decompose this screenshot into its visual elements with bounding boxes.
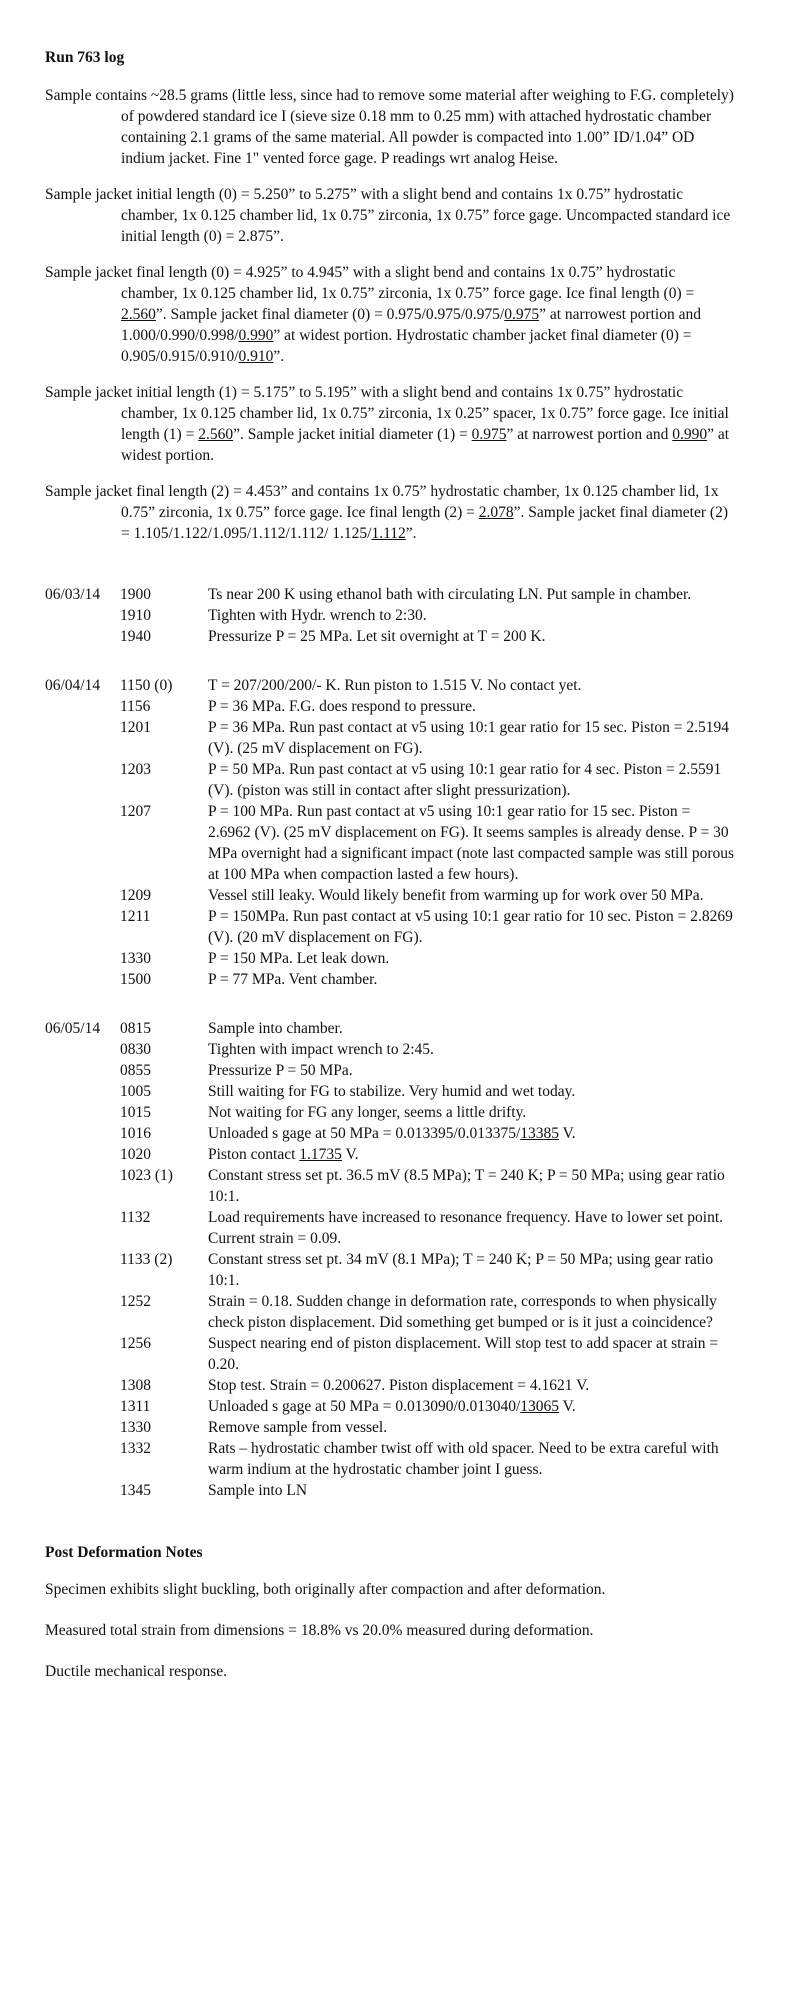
log-entry bbox=[45, 1144, 735, 1165]
log-date bbox=[45, 605, 120, 626]
log-entry bbox=[45, 1039, 735, 1060]
text-segment: P = 50 MPa. Run past contact at v5 using 10:1 gear ratio for 4 sec. Piston = 2.5591 (V). (piston was still in contact after slight pressurization). bbox=[208, 761, 722, 799]
post-deformation-title: Post Deformation Notes bbox=[45, 1544, 203, 1561]
text-segment: Sample jacket initial length (0) = 5.250” to 5.275” with a slight bend and contains 1x 0.75” hydrostatic chamber, 1x 0.125 chamber lid, 1x 0.75” zirconia, 1x 0.75” force gage. Uncompacted standard ice initial length (0) = 2.875”. bbox=[45, 186, 731, 245]
text-segment: Vessel still leaky. Would likely benefit from warming up for work over 50 MPa. bbox=[208, 887, 704, 904]
text-segment: ” at narrowest portion and bbox=[506, 426, 673, 443]
post-deformation-note: Specimen exhibits slight buckling, both originally after compaction and after deformation. bbox=[45, 1581, 606, 1598]
log-date: 06/04/14 bbox=[45, 677, 101, 694]
log-date bbox=[45, 1333, 120, 1375]
underlined-value: 0.975 bbox=[471, 426, 507, 443]
log-note bbox=[208, 1333, 735, 1375]
text-segment: T = 207/200/200/- K. Run piston to 1.515 V. No contact yet. bbox=[208, 677, 582, 694]
log-time: 1311 bbox=[120, 1398, 151, 1415]
log-entry bbox=[45, 1060, 735, 1081]
log-time: 0815 bbox=[120, 1020, 151, 1037]
text-segment: ” at widest portion. Hydrostatic chamber jacket final diameter (0) = 0.905/0.915/0.910/ bbox=[121, 327, 692, 365]
log-day bbox=[45, 584, 735, 647]
log-time: 1207 bbox=[120, 803, 151, 820]
log-entry bbox=[45, 605, 735, 626]
log-document bbox=[45, 48, 735, 1702]
log-entry bbox=[45, 1417, 735, 1438]
log-note bbox=[208, 1438, 735, 1480]
log-date bbox=[45, 717, 120, 759]
text-segment: Sample contains ~28.5 grams (little less, since had to remove some material after weighing to F.G. completely) of powdered standard ice I (sieve size 0.18 mm to 0.25 mm) with attached hydrostatic chamber containing 2.1 grams of the same material. All powder is compacted into 1.00” ID/1.04” OD indium jacket. Fine 1" vented force gage. P readings wrt analog Heise. bbox=[45, 87, 734, 167]
log-time: 1345 bbox=[120, 1482, 151, 1499]
log-entry bbox=[45, 906, 735, 948]
text-segment: Constant stress set pt. 36.5 mV (8.5 MPa); T = 240 K; P = 50 MPa; using gear ratio 10:1. bbox=[208, 1167, 725, 1205]
log-date: 06/05/14 bbox=[45, 1020, 101, 1037]
log-date bbox=[45, 759, 120, 801]
underlined-value: 1.1735 bbox=[299, 1146, 342, 1163]
underlined-value: 13385 bbox=[520, 1125, 559, 1142]
log-time: 0855 bbox=[120, 1062, 151, 1079]
log-date bbox=[45, 1438, 120, 1480]
underlined-value: 0.990 bbox=[238, 327, 274, 344]
text-segment: Unloaded s gage at 50 MPa = 0.013090/0.013040/ bbox=[208, 1398, 521, 1415]
log-entry bbox=[45, 626, 735, 647]
log-date bbox=[45, 1081, 120, 1102]
log-date bbox=[45, 1060, 120, 1081]
log-date bbox=[45, 801, 120, 885]
log-entry bbox=[45, 885, 735, 906]
log-date bbox=[45, 969, 120, 990]
log-time: 1020 bbox=[120, 1146, 151, 1163]
text-segment: Stop test. Strain = 0.200627. Piston displacement = 4.1621 V. bbox=[208, 1377, 590, 1394]
text-segment: Pressurize P = 25 MPa. Let sit overnight at T = 200 K. bbox=[208, 628, 546, 645]
underlined-value: 13065 bbox=[520, 1398, 559, 1415]
text-segment: Sample into LN bbox=[208, 1482, 308, 1499]
text-segment: Piston contact bbox=[208, 1146, 300, 1163]
log-date bbox=[45, 1396, 120, 1417]
log-note bbox=[208, 1207, 735, 1249]
log-date bbox=[45, 885, 120, 906]
log-time: 1132 bbox=[120, 1209, 151, 1226]
text-segment: P = 36 MPa. F.G. does respond to pressure. bbox=[208, 698, 476, 715]
log-entry bbox=[45, 1249, 735, 1291]
text-segment: Sample jacket final length (0) = 4.925” to 4.945” with a slight bend and contains 1x 0.75” hydrostatic chamber, 1x 0.125 chamber lid, 1x 0.75” zirconia, 1x 0.75” force gage. Ice final length (0) = bbox=[45, 264, 695, 302]
text-segment: V. bbox=[341, 1146, 359, 1163]
log-time: 1015 bbox=[120, 1104, 151, 1121]
log-note bbox=[208, 675, 735, 696]
log-note bbox=[208, 906, 735, 948]
text-segment: ”. Sample jacket final diameter (0) = 0.975/0.975/0.975/ bbox=[155, 306, 505, 323]
log-day bbox=[45, 1018, 735, 1501]
log-note bbox=[208, 696, 735, 717]
log-note bbox=[208, 801, 735, 885]
log-time: 1023 (1) bbox=[120, 1167, 173, 1184]
log-entry bbox=[45, 675, 735, 696]
underlined-value: 2.560 bbox=[198, 426, 234, 443]
log-time: 1150 (0) bbox=[120, 677, 173, 694]
text-segment: P = 77 MPa. Vent chamber. bbox=[208, 971, 378, 988]
log-entry bbox=[45, 801, 735, 885]
text-segment: Tighten with Hydr. wrench to 2:30. bbox=[208, 607, 427, 624]
log-entry bbox=[45, 1081, 735, 1102]
log-date bbox=[45, 1291, 120, 1333]
description-paragraph bbox=[45, 184, 735, 247]
log-note bbox=[208, 1375, 735, 1396]
run-log bbox=[45, 584, 735, 1501]
log-date: 06/03/14 bbox=[45, 586, 101, 603]
log-time: 1005 bbox=[120, 1083, 151, 1100]
log-time: 1940 bbox=[120, 628, 151, 645]
text-segment: ” at widest portion. bbox=[121, 426, 730, 464]
text-segment: Pressurize P = 50 MPa. bbox=[208, 1062, 353, 1079]
log-date bbox=[45, 696, 120, 717]
text-segment: Strain = 0.18. Sudden change in deformation rate, corresponds to when physically check piston displacement. Did something get bumped or is it just a coincidence? bbox=[208, 1293, 717, 1331]
log-note bbox=[208, 605, 735, 626]
log-time: 1332 bbox=[120, 1440, 151, 1457]
text-segment: ”. bbox=[405, 525, 417, 542]
log-entry bbox=[45, 1102, 735, 1123]
log-date bbox=[45, 1144, 120, 1165]
log-note bbox=[208, 1018, 735, 1039]
log-time: 1330 bbox=[120, 950, 151, 967]
log-note bbox=[208, 626, 735, 647]
log-time: 1256 bbox=[120, 1335, 151, 1352]
log-note bbox=[208, 1480, 735, 1501]
description-paragraph bbox=[45, 85, 735, 169]
text-segment: Constant stress set pt. 34 mV (8.1 MPa); T = 240 K; P = 50 MPa; using gear ratio 10:1. bbox=[208, 1251, 714, 1289]
log-entry bbox=[45, 584, 735, 605]
text-segment: V. bbox=[559, 1125, 576, 1142]
text-segment: Not waiting for FG any longer, seems a little drifty. bbox=[208, 1104, 527, 1121]
log-note bbox=[208, 1123, 735, 1144]
log-note bbox=[208, 1102, 735, 1123]
log-date bbox=[45, 1102, 120, 1123]
log-time: 1330 bbox=[120, 1419, 151, 1436]
log-date bbox=[45, 1207, 120, 1249]
log-date bbox=[45, 1165, 120, 1207]
text-segment: Tighten with impact wrench to 2:45. bbox=[208, 1041, 434, 1058]
log-note bbox=[208, 1039, 735, 1060]
text-segment: Unloaded s gage at 50 MPa = 0.013395/0.013375/ bbox=[208, 1125, 521, 1142]
sample-description bbox=[45, 85, 735, 544]
log-entry bbox=[45, 1291, 735, 1333]
log-entry bbox=[45, 948, 735, 969]
description-paragraph bbox=[45, 481, 735, 544]
log-entry bbox=[45, 696, 735, 717]
log-date bbox=[45, 1039, 120, 1060]
log-day bbox=[45, 675, 735, 990]
log-time: 1252 bbox=[120, 1293, 151, 1310]
log-entry bbox=[45, 1438, 735, 1480]
log-date bbox=[45, 1417, 120, 1438]
log-note bbox=[208, 1291, 735, 1333]
underlined-value: 1.112 bbox=[371, 525, 406, 542]
log-note bbox=[208, 1060, 735, 1081]
log-note bbox=[208, 1417, 735, 1438]
text-segment: ”. bbox=[273, 348, 285, 365]
underlined-value: 0.910 bbox=[238, 348, 274, 365]
log-date bbox=[45, 906, 120, 948]
log-time: 1203 bbox=[120, 761, 151, 778]
text-segment: Ts near 200 K using ethanol bath with circulating LN. Put sample in chamber. bbox=[208, 586, 692, 603]
text-segment: Still waiting for FG to stabilize. Very humid and wet today. bbox=[208, 1083, 576, 1100]
text-segment: Suspect nearing end of piston displacement. Will stop test to add spacer at strain = 0.20. bbox=[208, 1335, 719, 1373]
log-time: 1910 bbox=[120, 607, 151, 624]
log-note bbox=[208, 1144, 735, 1165]
log-time: 1209 bbox=[120, 887, 151, 904]
text-segment: Load requirements have increased to resonance frequency. Have to lower set point. Current strain = 0.09. bbox=[208, 1209, 724, 1247]
log-time: 1308 bbox=[120, 1377, 151, 1394]
log-date bbox=[45, 1123, 120, 1144]
log-time: 1156 bbox=[120, 698, 151, 715]
underlined-value: 0.990 bbox=[672, 426, 708, 443]
text-segment: Remove sample from vessel. bbox=[208, 1419, 388, 1436]
text-segment: V. bbox=[559, 1398, 576, 1415]
post-deformation-notes bbox=[45, 1579, 735, 1682]
log-time: 1211 bbox=[120, 908, 151, 925]
text-segment: Rats – hydrostatic chamber twist off with old spacer. Need to be extra careful with warm indium at the hydrostatic chamber joint I guess. bbox=[208, 1440, 719, 1478]
text-segment: Sample jacket final length (2) = 4.453” and contains 1x 0.75” hydrostatic chamber, 1x 0.125 chamber lid, 1x 0.75” zirconia, 1x 0.75” force gage. Ice final length (2) = bbox=[45, 483, 719, 521]
underlined-value: 2.560 bbox=[121, 306, 156, 323]
log-entry bbox=[45, 759, 735, 801]
log-note bbox=[208, 1249, 735, 1291]
log-note bbox=[208, 969, 735, 990]
log-date bbox=[45, 1375, 120, 1396]
text-segment: ”. Sample jacket initial diameter (1) = bbox=[233, 426, 472, 443]
log-note bbox=[208, 717, 735, 759]
log-entry bbox=[45, 1165, 735, 1207]
log-note bbox=[208, 1165, 735, 1207]
log-date bbox=[45, 948, 120, 969]
text-segment: P = 36 MPa. Run past contact at v5 using 10:1 gear ratio for 15 sec. Piston = 2.5194 (V). (25 mV displacement on FG). bbox=[208, 719, 730, 757]
text-segment: P = 150 MPa. Let leak down. bbox=[208, 950, 390, 967]
log-date bbox=[45, 1249, 120, 1291]
log-time: 1016 bbox=[120, 1125, 151, 1142]
log-entry bbox=[45, 1480, 735, 1501]
underlined-value: 2.078 bbox=[478, 504, 514, 521]
description-paragraph bbox=[45, 262, 735, 367]
log-note bbox=[208, 1396, 735, 1417]
log-entry bbox=[45, 1375, 735, 1396]
log-entry bbox=[45, 717, 735, 759]
text-segment: ”. Sample jacket final diameter (2) = 1.105/1.122/1.095/1.112/1.112/ 1.125/ bbox=[121, 504, 728, 542]
log-note bbox=[208, 885, 735, 906]
log-entry bbox=[45, 1333, 735, 1375]
log-time: 0830 bbox=[120, 1041, 151, 1058]
log-entry bbox=[45, 1396, 735, 1417]
post-deformation-note: Ductile mechanical response. bbox=[45, 1663, 228, 1680]
log-note bbox=[208, 948, 735, 969]
log-date bbox=[45, 1480, 120, 1501]
log-date bbox=[45, 626, 120, 647]
log-entry bbox=[45, 1123, 735, 1144]
text-segment: P = 150MPa. Run past contact at v5 using 10:1 gear ratio for 10 sec. Piston = 2.8269 (V). (20 mV displacement on FG). bbox=[208, 908, 733, 946]
text-segment: P = 100 MPa. Run past contact at v5 using 10:1 gear ratio for 15 sec. Piston = 2.6962 (V). (25 mV displacement on FG). It seems samples is already dense. P = 30 MPa overnight had a significant impact (note last compacted sample was still porous at 100 MPa when compaction lasted a few hours). bbox=[208, 803, 735, 883]
text-segment: ” at narrowest portion and 1.000/0.990/0.998/ bbox=[121, 306, 701, 344]
underlined-value: 0.975 bbox=[504, 306, 540, 323]
log-note bbox=[208, 759, 735, 801]
description-paragraph bbox=[45, 382, 735, 466]
text-segment: Sample jacket initial length (1) = 5.175” to 5.195” with a slight bend and contains 1x 0.75” hydrostatic chamber, 1x 0.125 chamber lid, 1x 0.75” zirconia, 1x 0.25” spacer, 1x 0.75” force gage. Ice initial length (1) = bbox=[45, 384, 729, 443]
log-entry bbox=[45, 1207, 735, 1249]
log-entry bbox=[45, 969, 735, 990]
log-note bbox=[208, 1081, 735, 1102]
log-time: 1900 bbox=[120, 586, 151, 603]
log-time: 1500 bbox=[120, 971, 151, 988]
log-time: 1201 bbox=[120, 719, 151, 736]
log-time: 1133 (2) bbox=[120, 1251, 173, 1268]
document-title: Run 763 log bbox=[45, 49, 125, 66]
log-entry bbox=[45, 1018, 735, 1039]
text-segment: Sample into chamber. bbox=[208, 1020, 343, 1037]
log-note bbox=[208, 584, 735, 605]
post-deformation-note: Measured total strain from dimensions = 18.8% vs 20.0% measured during deformation. bbox=[45, 1622, 594, 1639]
